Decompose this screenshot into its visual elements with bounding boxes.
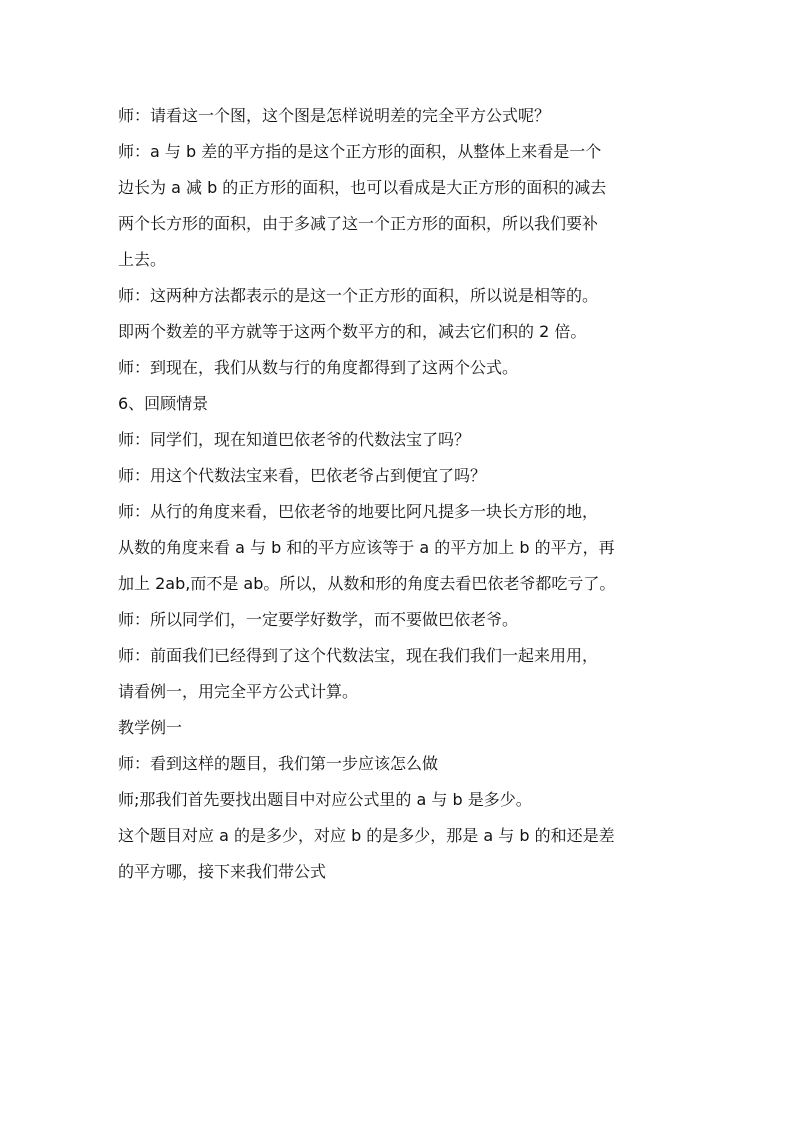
text-line: 从数的角度来看 a 与 b 和的平方应该等于 a 的平方加上 b 的平方，再 (118, 538, 615, 557)
text-line: 两个长方形的面积，由于多减了这一个正方形的面积，所以我们要补 (118, 214, 599, 233)
text-line: 师：a 与 b 差的平方指的是这个正方形的面积，从整体上来看是一个 (118, 142, 602, 161)
text-line: 加上 2ab,而不是 ab。所以，从数和形的角度去看巴依老爷都吃亏了。 (118, 574, 616, 593)
text-line: 上去。 (118, 250, 167, 269)
text-line: 师;那我们首先要找出题目中对应公式里的 a 与 b 是多少。 (118, 790, 532, 809)
text-line: 师：看到这样的题目，我们第一步应该怎么做 (118, 754, 439, 773)
section-heading: 6、回顾情景 (118, 394, 209, 413)
text-line: 边长为 a 减 b 的正方形的面积，也可以看成是大正方形的面积的减去 (118, 178, 607, 197)
text-line: 师：这两种方法都表示的是这一个正方形的面积，所以说是相等的。 (118, 286, 599, 305)
text-line: 师：到现在，我们从数与行的角度都得到了这两个公式。 (118, 358, 519, 377)
text-line: 师：所以同学们，一定要学好数学，而不要做巴依老爷。 (118, 610, 519, 629)
text-line: 师：用这个代数法宝来看，巴依老爷占到便宜了吗？ (118, 466, 487, 485)
text-line: 师：同学们，现在知道巴依老爷的代数法宝了吗？ (118, 430, 471, 449)
text-line: 师：从行的角度来看，巴依老爷的地要比阿凡提多一块长方形的地， (118, 502, 599, 521)
text-line: 师：前面我们已经得到了这个代数法宝，现在我们我们一起来用用， (118, 646, 599, 665)
section-heading: 教学例一 (118, 718, 183, 737)
document-text (118, 98, 684, 890)
document-body (118, 98, 684, 890)
text-line: 这个题目对应 a 的是多少，对应 b 的是多少，那是 a 与 b 的和还是差 (118, 826, 615, 845)
text-line: 的平方哪，接下来我们带公式 (118, 862, 327, 881)
text-line: 师：请看这一个图，这个图是怎样说明差的完全平方公式呢？ (118, 106, 551, 125)
text-line: 请看例一，用完全平方公式计算。 (118, 682, 359, 701)
text-line: 即两个数差的平方就等于这两个数平方的和，减去它们积的 2 倍。 (118, 322, 587, 341)
